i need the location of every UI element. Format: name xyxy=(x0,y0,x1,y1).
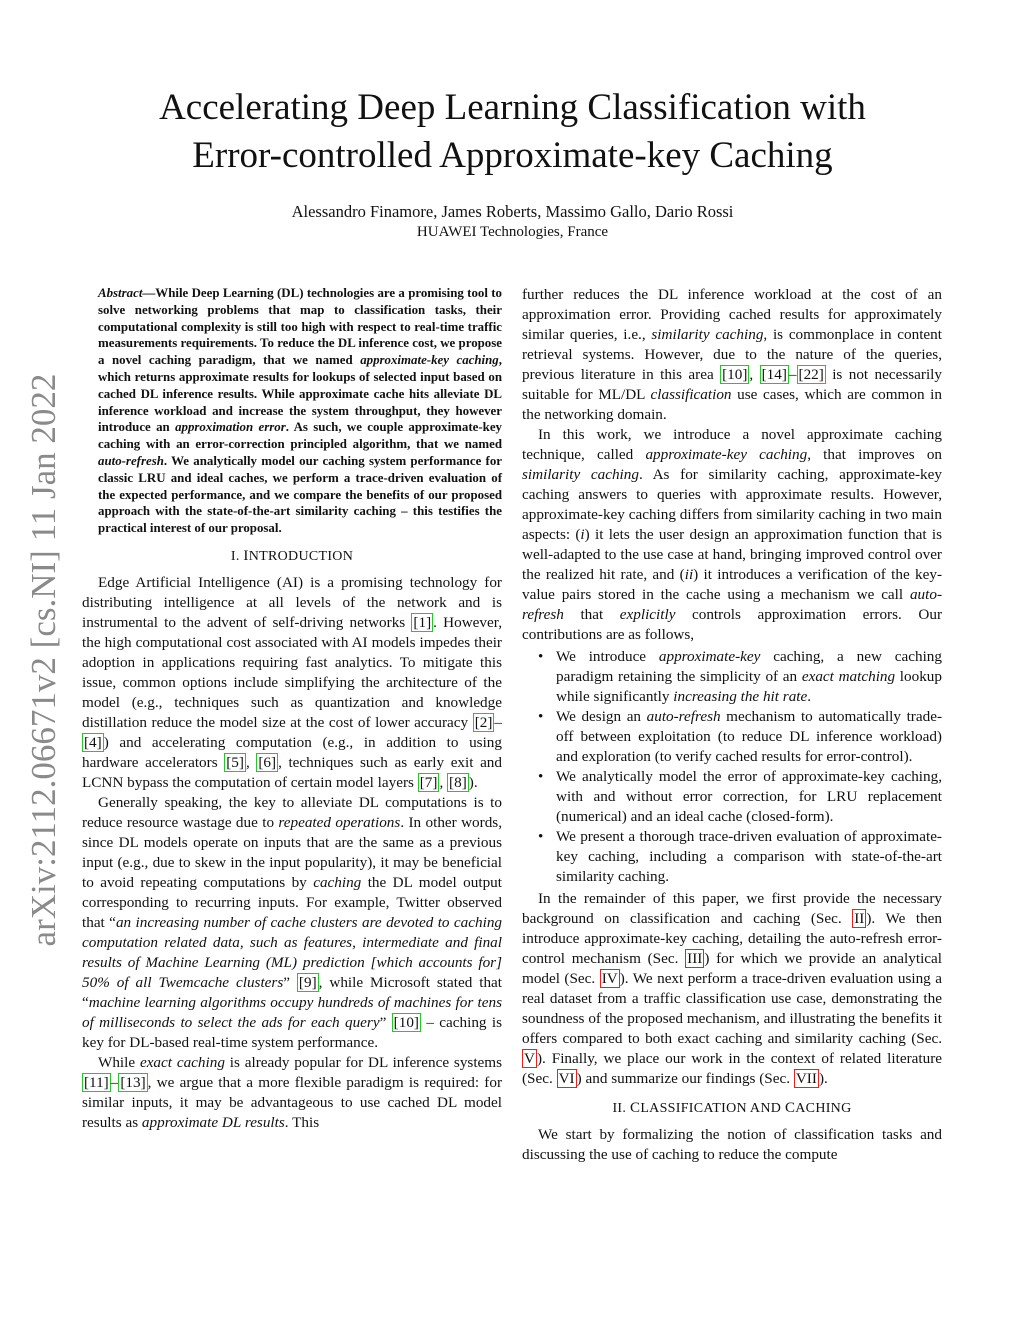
abstract-emphasis: auto-refresh xyxy=(98,453,164,468)
citation-link[interactable]: [6] xyxy=(258,753,277,771)
bullet-icon: • xyxy=(538,708,544,725)
text-run: Generally speaking, the key to alleviate DL computations is to reduce resource wastage due to xyxy=(82,793,502,831)
emphasis: similarity caching xyxy=(651,326,764,343)
intro-paragraph-2 xyxy=(82,793,502,1053)
citation-link[interactable]: [2] xyxy=(474,713,493,731)
emphasis: repeated operations xyxy=(278,813,401,831)
section-title-rest: NTRODUCTION xyxy=(248,548,354,564)
text-run: . In other words, since DL models operate on inputs that are the same as a previous input (e.g., due to skew in the input popularity), it may be beneficial to avoid repeating computations by xyxy=(82,813,503,891)
abstract-emphasis: approximate-key caching xyxy=(360,353,499,368)
emphasis: increasing the hit rate xyxy=(673,688,808,705)
text-run: ) it introduces a verification of the key-value pairs stored in the cache using a mechanism we call xyxy=(522,566,942,603)
section-link[interactable]: V xyxy=(524,1050,535,1067)
emphasis: approximate DL results xyxy=(141,1113,285,1131)
text-run: In this work, we introduce a novel approximate caching technique, called xyxy=(522,426,942,463)
text-run: is already popular for DL inference systems xyxy=(224,1053,503,1071)
text-run: mechanism to automatically trade-off between exploitation (to reduce DL inference workload) and exploration (to verify cached results for error-control). xyxy=(556,708,942,765)
abstract-text: While Deep Learning (DL) technologies are a promising tool to solve networking problems that map to classification tasks, their computational complexity is still too high with respect to real-time traffic measurements requirements. To reduce the DL inference cost, we propose a novel caching paradigm, that we named xyxy=(98,286,502,368)
text-run: ). Finally, we place our work in the context of related literature (Sec. xyxy=(522,1050,942,1087)
section-link[interactable]: III xyxy=(687,950,703,967)
citation-link[interactable]: [10] xyxy=(722,366,748,383)
right-paragraph-3 xyxy=(522,889,942,1089)
section-heading-introduction xyxy=(82,546,502,567)
text-run: Edge Artificial Intelligence (AI) is a promising technology for distributing intelligence at all levels of the network and is instrumental to the advent of self-driving networks xyxy=(82,573,502,631)
bullet-icon: • xyxy=(538,768,544,785)
text-run: We present a thorough trace-driven evaluation of approximate-key caching, including a comparison with state-of-the-art similarity caching. xyxy=(556,828,942,885)
text-run: We start by formalizing the notion of classification tasks and discussing the use of caching to reduce the compute xyxy=(522,1126,942,1163)
text-run: that xyxy=(563,606,620,623)
text-run: – caching is key for DL-based real-time system performance. xyxy=(82,1013,502,1051)
affiliation: HUAWEI Technologies, France xyxy=(416,224,609,240)
text-run: ). xyxy=(818,1070,828,1087)
section-numeral: I. xyxy=(230,548,244,564)
citation-link[interactable]: [7] xyxy=(419,773,438,791)
emphasis: classification xyxy=(650,386,732,403)
citation-link[interactable]: [22] xyxy=(798,366,824,383)
section-link[interactable]: II xyxy=(854,910,865,927)
text-run: We design an xyxy=(556,708,647,725)
author-list: Alessandro Finamore, James Roberts, Massimo Gallo, Dario Rossi xyxy=(291,202,734,221)
citation-link[interactable]: [13] xyxy=(120,1073,146,1091)
section-heading-classification xyxy=(522,1098,942,1119)
section-link[interactable]: IV xyxy=(601,970,618,987)
emphasis: similarity caching xyxy=(522,466,639,483)
list-item xyxy=(538,707,942,767)
list-item xyxy=(538,827,942,887)
citation-link[interactable]: [11] xyxy=(84,1073,109,1091)
text-run: , xyxy=(439,773,448,791)
abstract-label: Abstract xyxy=(98,286,143,300)
text-run: , we argue that a more flexible paradigm is required: for similar inputs, it may be advantageous to use cached DL model results as xyxy=(82,1073,502,1131)
text-run: the DL model output corresponding to recurring inputs. For example, Twitter observed that “ xyxy=(82,873,502,931)
text-run: In the remainder of this paper, we first provide the necessary background on classification and caching (Sec. xyxy=(522,890,942,927)
title-line-1: Accelerating Deep Learning Classification with xyxy=(159,87,866,128)
citation-link[interactable]: [14] xyxy=(761,366,787,383)
list-item xyxy=(538,647,942,707)
emphasis: exact caching xyxy=(139,1053,225,1071)
text-run: ) for which we provide an analytical model (Sec. xyxy=(522,950,942,987)
text-run: ) it lets the user design an approximation function that is well-adapted to the use case at hand, bringing improved control over the realized hit rate, and ( xyxy=(522,526,942,583)
section-initial: C xyxy=(784,1100,796,1116)
citation-link[interactable]: [8] xyxy=(449,773,467,791)
text-run: . However, the high computational cost associated with AI models impedes their adoption in applications requiring fast analytics. To mitigate this issue, common options include simplifying the architecture of the model (e.g., techniques such as quantization and knowledge distillation reduce the model size at the cost of lower accuracy xyxy=(82,613,502,731)
emphasis: auto-refresh xyxy=(646,708,721,725)
text-run: ) and summarize our findings (Sec. xyxy=(576,1070,794,1087)
emphasis: exact matching xyxy=(801,668,896,685)
section-link[interactable]: VII xyxy=(795,1070,817,1087)
quote-emphasis: machine learning algorithms occupy hundreds of machines for tens of milliseconds to select the ads for each query xyxy=(82,993,502,1031)
text-run: ” xyxy=(379,1013,392,1031)
text-run: caching, a new caching paradigm retaining the simplicity of an xyxy=(556,648,942,685)
abstract-text: , which returns approximate results for lookups of selected input based on cached DL inference results. While approximate cache hits alleviate DL inference workload and increase the system throughput, they however introduce an xyxy=(98,353,502,435)
text-run: ” xyxy=(283,973,297,991)
quote-emphasis: an increasing number of cache clusters are devoted to caching computation related data, such as features, intermediate and final results of Machine Learning (ML) prediction [which accounts for] 50% of all Twemcache clusters xyxy=(82,913,503,991)
bullet-icon: • xyxy=(538,828,544,845)
text-run: lookup while significantly xyxy=(556,668,942,705)
abstract xyxy=(98,285,502,537)
text-run: . xyxy=(807,688,812,705)
intro-paragraph-3 xyxy=(82,1053,502,1133)
citation-link[interactable]: [4] xyxy=(84,733,102,751)
emphasis: explicitly xyxy=(619,606,676,623)
text-run: controls approximation errors. Our contributions are as follows, xyxy=(522,606,942,643)
abstract-dash: — xyxy=(142,286,156,300)
text-run: – xyxy=(494,713,502,731)
citation-link[interactable]: [5] xyxy=(226,753,244,771)
text-run: , that improves on xyxy=(807,446,943,463)
emphasis: i xyxy=(580,526,585,543)
text-run: , xyxy=(245,753,257,771)
text-run: ). xyxy=(468,773,478,791)
text-run: use cases, which are common in the networking domain. xyxy=(522,386,942,423)
right-column xyxy=(522,285,942,1165)
citation-link[interactable]: [10] xyxy=(393,1013,419,1031)
text-run: further reduces the DL inference workload at the cost of an approximation error. Providing cached results for approximately similar queries, i.e., xyxy=(522,286,942,343)
emphasis: approximate-key xyxy=(658,648,761,665)
citation-link[interactable]: [1] xyxy=(413,613,432,631)
emphasis: ii xyxy=(684,566,694,583)
citation-link[interactable]: [9] xyxy=(298,973,317,991)
right-paragraph-1 xyxy=(522,285,942,425)
left-column xyxy=(82,285,502,1133)
text-run: We analytically model the error of approximate-key caching, with and without error correction, for LRU replacement (numerical) and an ideal cache (closed-form). xyxy=(556,768,942,825)
text-run: . As for similarity caching, approximate-key caching answers to queries with approximate results. However, approximate-key caching differs from similarity caching in two main aspects: ( xyxy=(522,466,942,543)
section-numeral: II. xyxy=(612,1101,630,1116)
intro-paragraph-1 xyxy=(82,573,502,793)
abstract-text: . We analytically model our caching system performance for classic LRU and ideal caches, we perform a trace-driven evaluation of the expected performance, and we compare the benefits of our proposed approach with the state-of-the-art similarity caching – this testifies the practical interest of our proposal. xyxy=(98,453,502,536)
bullet-icon: • xyxy=(538,648,544,665)
text-run: – xyxy=(788,366,797,383)
emphasis: caching xyxy=(313,873,362,891)
text-run: , xyxy=(749,366,760,383)
emphasis: approximate-key caching xyxy=(645,446,808,463)
abstract-text: . As such, we couple approximate-key caching with an error-correction principled algorithm, that we named xyxy=(98,420,502,452)
paper-title xyxy=(90,84,935,180)
text-run: ) and accelerating computation (e.g., in addition to using hardware accelerators xyxy=(82,733,502,771)
right-paragraph-4 xyxy=(522,1125,942,1165)
text-run: ). We then introduce approximate-key caching, detailing the auto-refresh error-control mechanism (Sec. xyxy=(522,910,942,967)
section-initial: I xyxy=(243,547,249,564)
text-run: is not necessarily suitable for ML/DL xyxy=(522,366,943,403)
section-initial: C xyxy=(630,1100,641,1116)
right-paragraph-2 xyxy=(522,425,942,645)
text-run: , techniques such as early exit and LCNN bypass the computation of certain model layers xyxy=(82,753,502,791)
list-item xyxy=(538,767,942,827)
section-title-rest: LASSIFICATION AND xyxy=(640,1101,785,1116)
text-run: While xyxy=(98,1053,140,1071)
abstract-emphasis: approximation error xyxy=(175,420,286,435)
text-run: . This xyxy=(284,1113,320,1131)
title-line-2: Error-controlled Approximate-key Caching xyxy=(192,135,833,176)
text-run: – xyxy=(110,1073,119,1091)
text-run: We introduce xyxy=(556,648,659,665)
section-link[interactable]: VI xyxy=(558,1070,575,1087)
arxiv-identifier: arXiv:2112.06671v2 [cs.NI] 11 Jan 2022 xyxy=(24,373,63,947)
text-run: , is commonplace in content retrieval systems. However, due to the nature of the queries, previous literature in this area xyxy=(522,326,942,383)
text-run: ). We next perform a trace-driven evaluation using a real dataset from a traffic classification use case, demonstrating the soundness of the proposed mechanism, and illustrating the benefits it offers compared to both exact caching and similarity caching (Sec. xyxy=(522,970,942,1047)
emphasis: auto-refresh xyxy=(522,586,942,623)
contributions-list xyxy=(522,647,942,887)
section-title-rest: ACHING xyxy=(795,1101,852,1116)
text-run: , while Microsoft stated that “ xyxy=(82,973,503,1011)
